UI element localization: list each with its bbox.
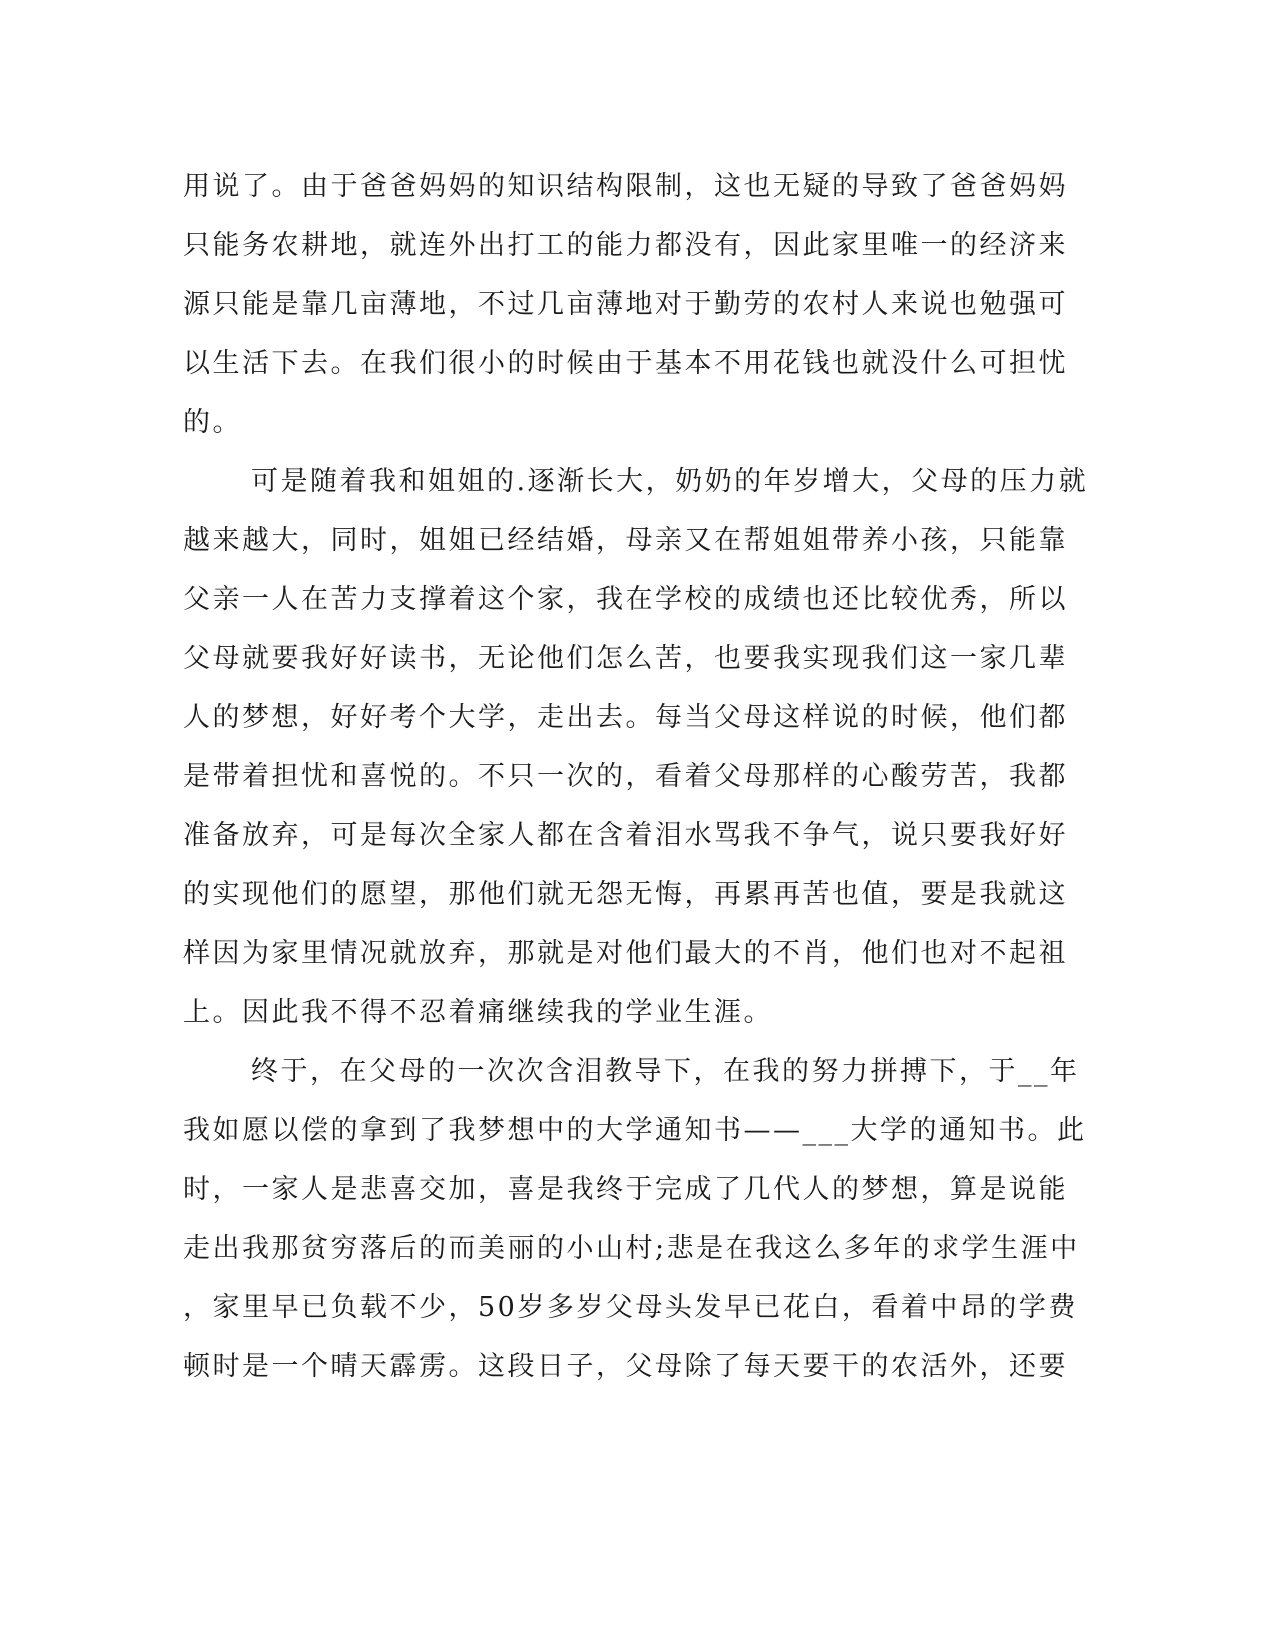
text-line: 源只能是靠几亩薄地，不过几亩薄地对于勤劳的农村人来说也勉强可 xyxy=(183,289,1068,320)
text-line: 准备放弃，可是每次全家人都在含着泪水骂我不争气，说只要我好好 xyxy=(183,820,1068,851)
text-line: 上。因此我不得不忍着痛继续我的学业生涯。 xyxy=(183,997,773,1028)
text-line: 顿时是一个晴天霹雳。这段日子，父母除了每天要干的农活外，还要 xyxy=(183,1351,1068,1382)
paragraph-first-line: 可是随着我和姐姐的.逐渐长大，奶奶的年岁增大，父母的压力就 xyxy=(251,466,1089,497)
text-line: 用说了。由于爸爸妈妈的知识结构限制，这也无疑的导致了爸爸妈妈 xyxy=(183,171,1068,202)
text-line: 只能务农耕地，就连外出打工的能力都没有，因此家里唯一的经济来 xyxy=(183,230,1068,261)
text-line: 以生活下去。在我们很小的时候由于基本不用花钱也就没什么可担忧 xyxy=(183,348,1068,379)
text-line: 我如愿以偿的拿到了我梦想中的大学通知书——___大学的通知书。此 xyxy=(183,1115,1087,1146)
text-line: 越来越大，同时，姐姐已经结婚，母亲又在帮姐姐带养小孩，只能靠 xyxy=(183,525,1068,556)
text-line: 是带着担忧和喜悦的。不只一次的，看着父母那样的心酸劳苦，我都 xyxy=(183,761,1068,792)
text-line: ，家里早已负载不少，50岁多岁父母头发早已花白，看着中昂的学费 xyxy=(183,1292,1078,1323)
text-line: 人的梦想，好好考个大学，走出去。每当父母这样说的时候，他们都 xyxy=(183,702,1068,733)
paragraph-first-line: 终于，在父母的一次次含泪教导下，在我的努力拼搏下，于__年 xyxy=(251,1056,1080,1087)
text-line: 样因为家里情况就放弃，那就是对他们最大的不肖，他们也对不起祖 xyxy=(183,938,1068,969)
text-line: 的。 xyxy=(183,407,242,438)
text-line: 的实现他们的愿望，那他们就无怨无悔，再累再苦也值，要是我就这 xyxy=(183,879,1068,910)
text-line: 父亲一人在苦力支撑着这个家，我在学校的成绩也还比较优秀，所以 xyxy=(183,584,1068,615)
body-text xyxy=(183,157,1089,1396)
text-line: 走出我那贫穷落后的而美丽的小山村;悲是在我这么多年的求学生涯中 xyxy=(183,1233,1080,1264)
text-line: 父母就要我好好读书，无论他们怎么苦，也要我实现我们这一家几辈 xyxy=(183,643,1068,674)
text-line: 时，一家人是悲喜交加，喜是我终于完成了几代人的梦想，算是说能 xyxy=(183,1174,1068,1205)
